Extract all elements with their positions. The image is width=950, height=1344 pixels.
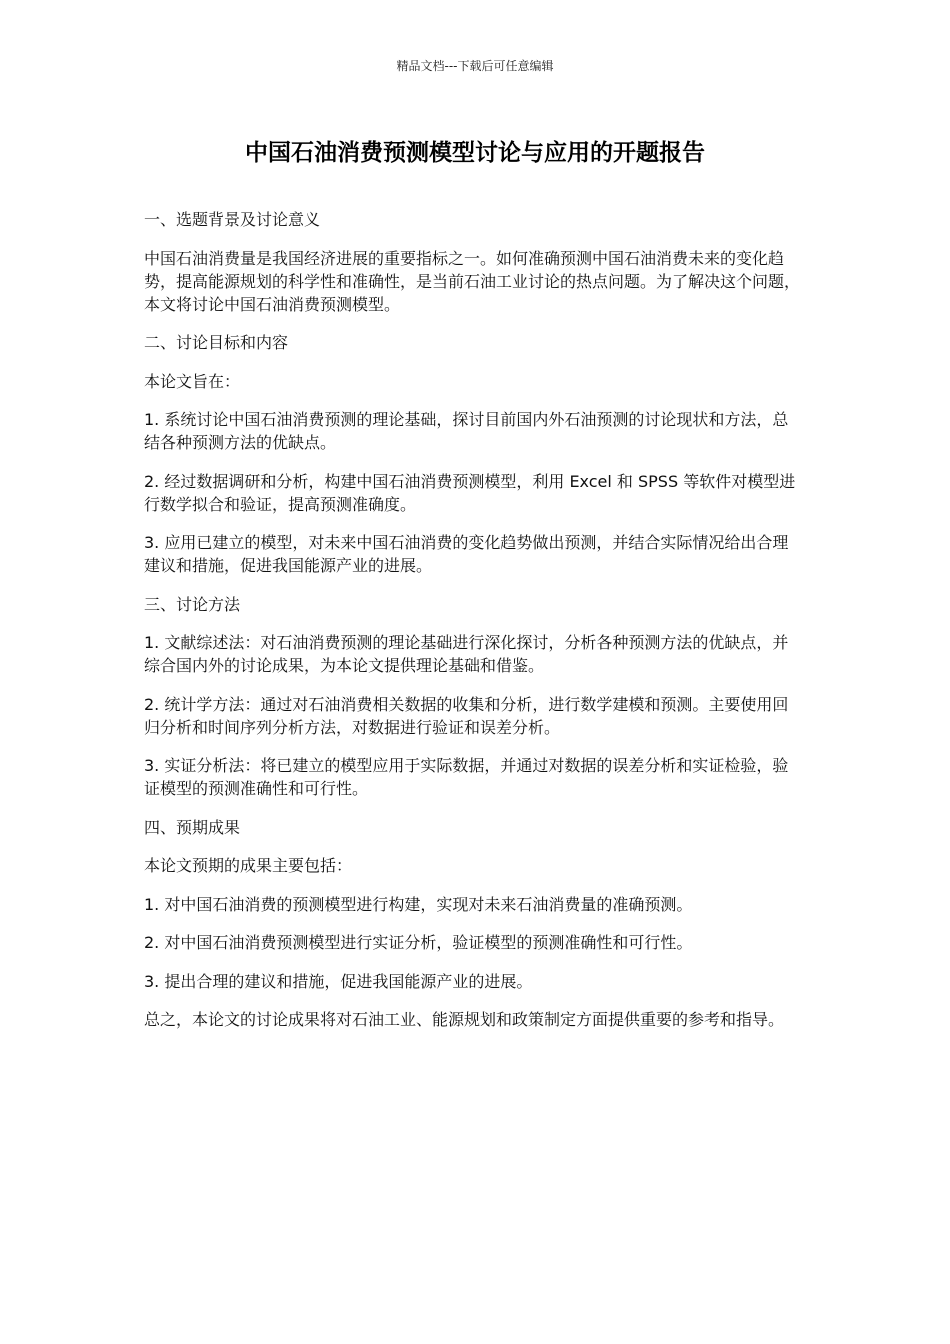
paragraph-outcomes-intro: 本论文预期的成果主要包括： (144, 856, 353, 875)
header-note: 精品文档---下载后可任意编辑 (396, 59, 554, 73)
paragraph-aims-intro: 本论文旨在： (144, 371, 241, 391)
list-item-method-3: 3. 实证分析法：将已建立的模型应用于实际数据，并通过对数据的误差分析和实证检验，验证模型的预测准确性和可行性。 (144, 756, 789, 798)
section-heading-outcomes: 四、预期成果 (144, 817, 241, 837)
list-item-method-1: 1. 文献综述法：对石油消费预测的理论基础进行深化探讨，分析各种预测方法的优缺点，并综合国内外的讨论成果，为本论文提供理论基础和借鉴。 (144, 633, 789, 675)
list-item-aim-1: 1. 系统讨论中国石油消费预测的理论基础，探讨目前国内外石油预测的讨论现状和方法，总结各种预测方法的优缺点。 (144, 410, 789, 452)
list-item-aim-2: 2. 经过数据调研和分析，构建中国石油消费预测模型，利用 Excel 和 SPSS 等软件对模型进行数学拟合和验证，提高预测准确度。 (144, 471, 796, 514)
list-item-method-2: 2. 统计学方法：通过对石油消费相关数据的收集和分析，进行数学建模和预测。主要使用回归分析和时间序列分析方法，对数据进行验证和误差分析。 (144, 694, 789, 737)
list-item-outcome-1: 1. 对中国石油消费的预测模型进行构建，实现对未来石油消费量的准确预测。 (144, 894, 693, 914)
document-title: 中国石油消费预测模型讨论与应用的开题报告 (245, 140, 705, 166)
list-item-outcome-2: 2. 对中国石油消费预测模型进行实证分析，验证模型的预测准确性和可行性。 (144, 933, 693, 952)
section-heading-objectives: 二、讨论目标和内容 (144, 333, 289, 352)
section-heading-methods: 三、讨论方法 (144, 594, 241, 614)
paragraph-conclusion: 总之，本论文的讨论成果将对石油工业、能源规划和政策制定方面提供重要的参考和指导。 (144, 1010, 785, 1029)
section-heading-background: 一、选题背景及讨论意义 (144, 210, 321, 229)
paragraph-background: 中国石油消费量是我国经济进展的重要指标之一。如何准确预测中国石油消费未来的变化趋势，提高能源规划的科学性和准确性，是当前石油工业讨论的热点问题。为了解决这个问题，本文将讨论中国石油消费预测模型。 (144, 248, 801, 314)
document-body (144, 208, 804, 1047)
list-item-aim-3: 3. 应用已建立的模型，对未来中国石油消费的变化趋势做出预测，并结合实际情况给出合理建议和措施，促进我国能源产业的进展。 (144, 533, 789, 575)
list-item-outcome-3: 3. 提出合理的建议和措施，促进我国能源产业的进展。 (144, 971, 533, 991)
